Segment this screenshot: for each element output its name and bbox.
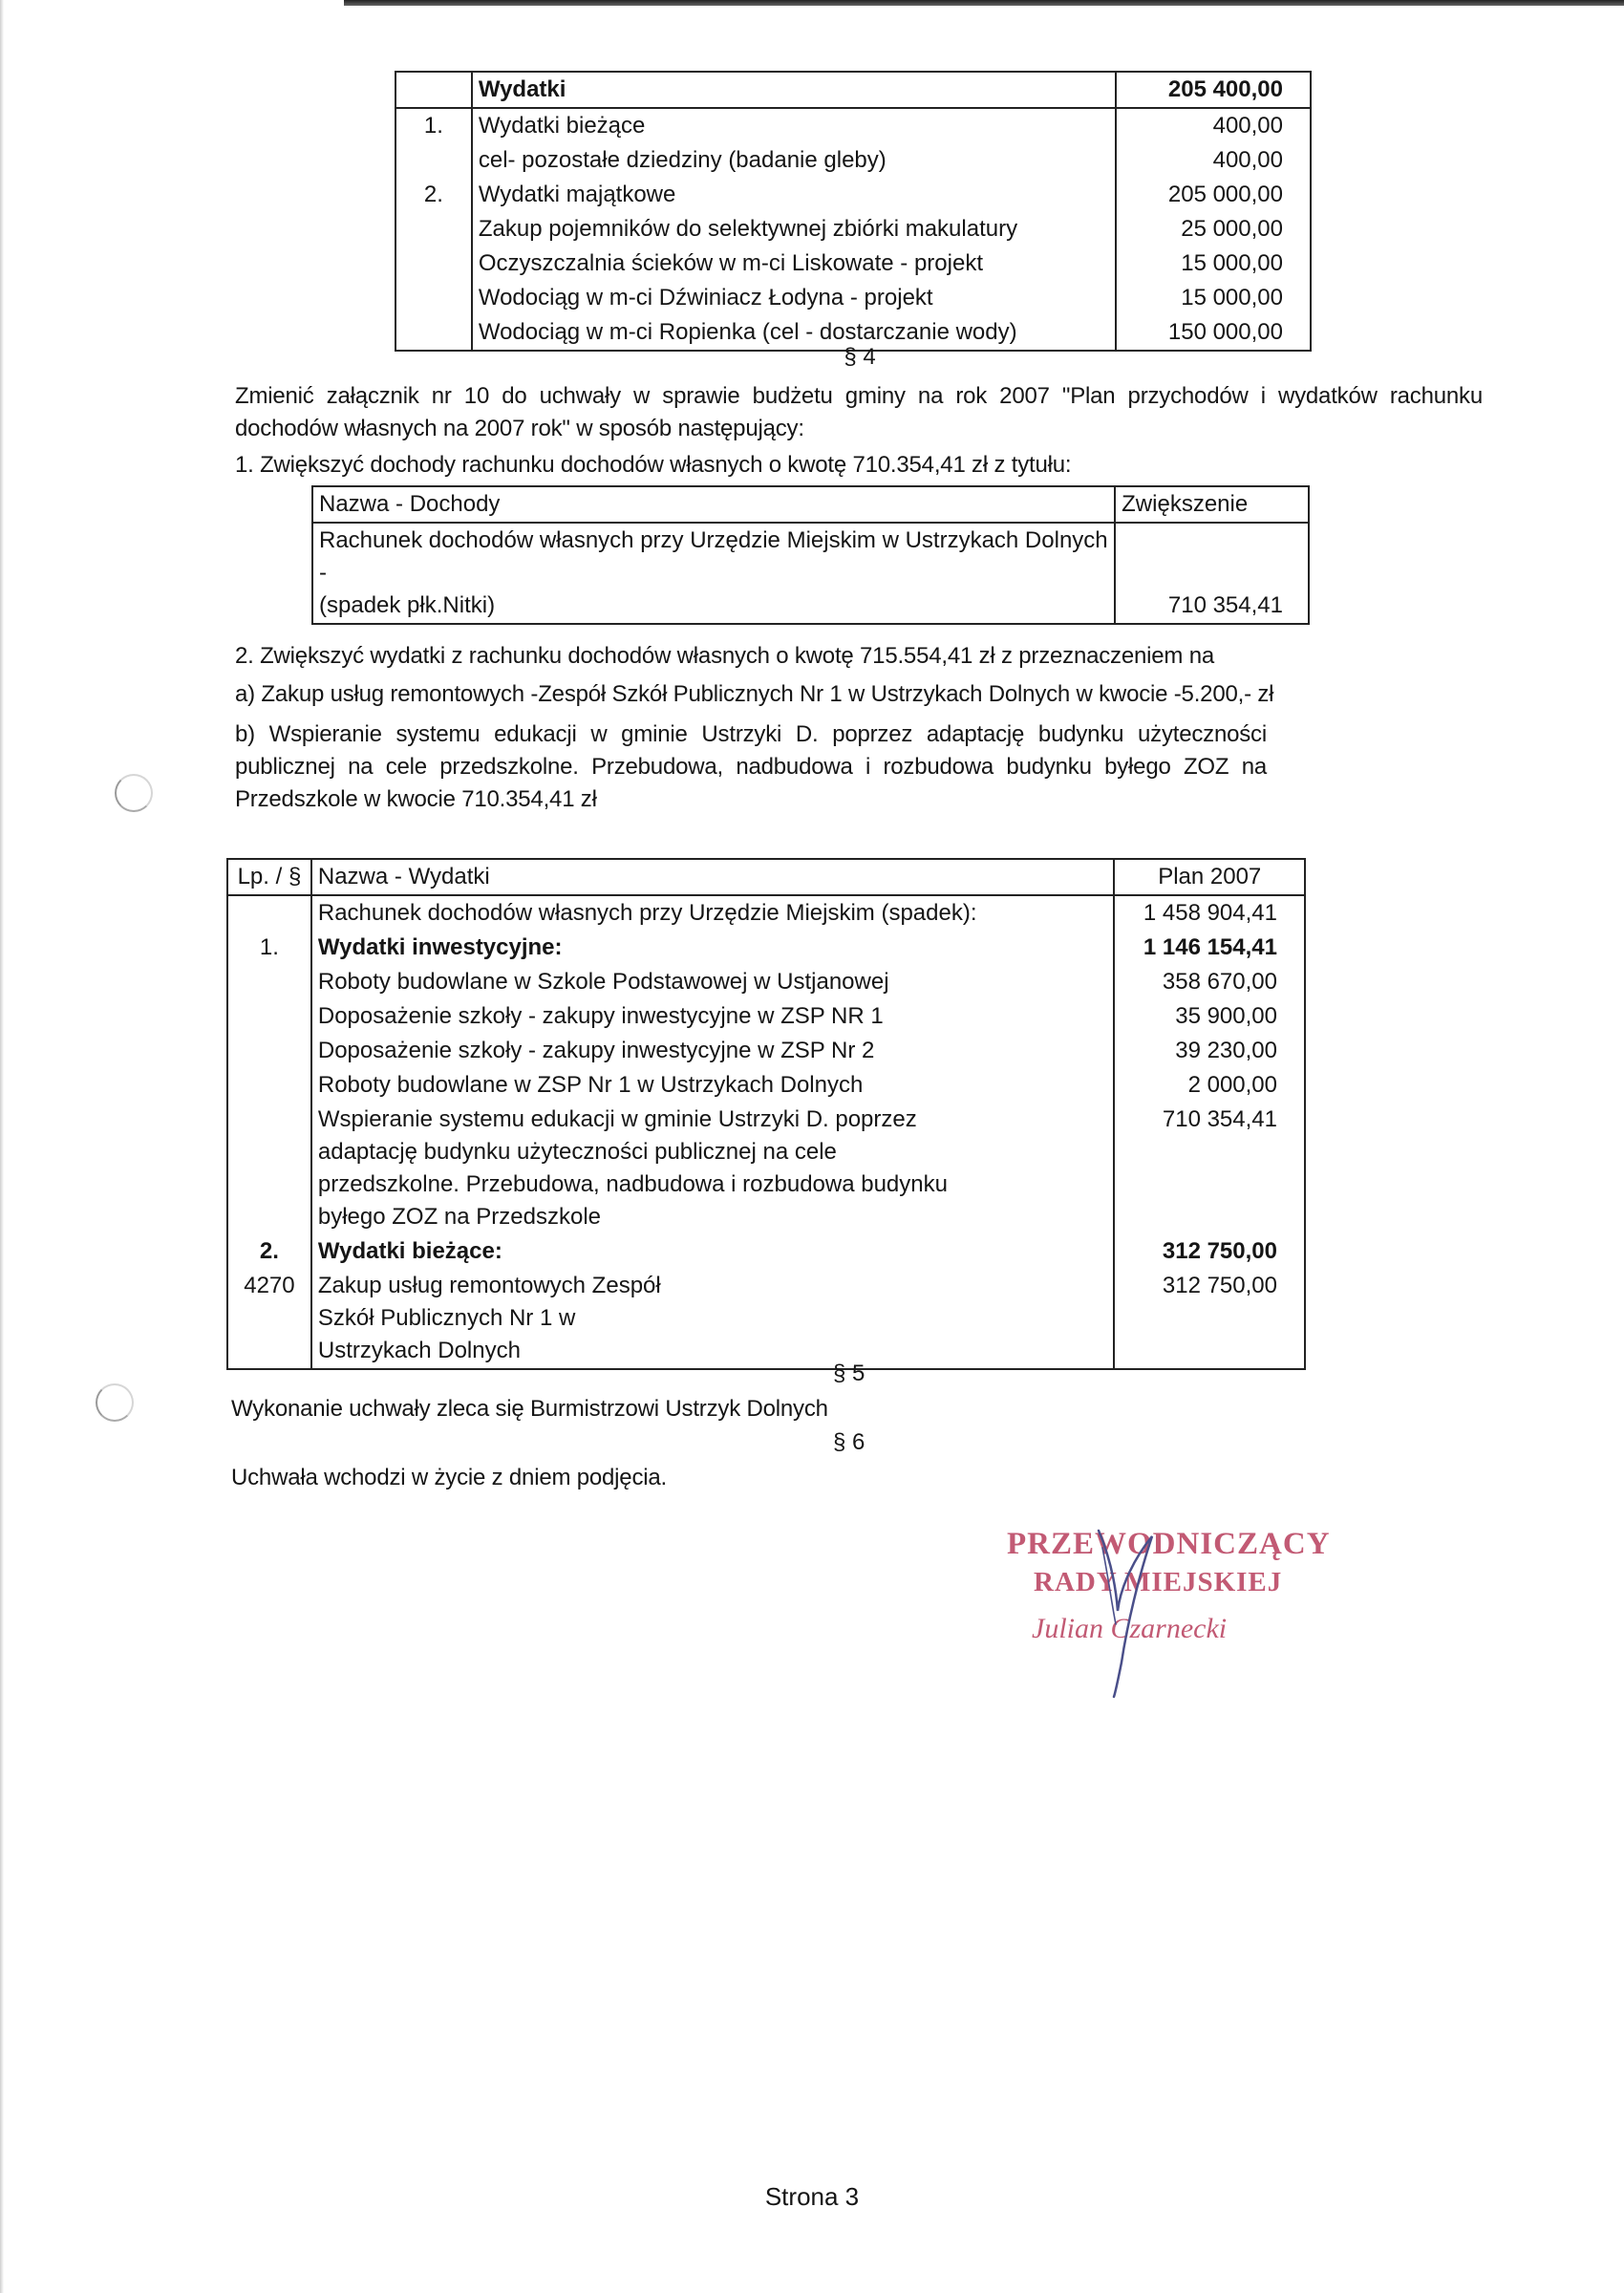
page-number: Strona 3 bbox=[764, 2182, 860, 2211]
row-lp bbox=[227, 999, 311, 1034]
row-lp bbox=[227, 965, 311, 999]
income-row-name bbox=[312, 523, 1115, 624]
row-amount: 25 000,00 bbox=[1116, 212, 1311, 246]
row-amount: 39 230,00 bbox=[1114, 1034, 1305, 1068]
expenses-title: Wydatki bbox=[472, 72, 1116, 108]
row-amount: 312 750,00 bbox=[1114, 1269, 1305, 1369]
row-amount: 1 146 154,41 bbox=[1114, 931, 1305, 965]
stamp-line-1: PRZEWODNICZĄCY bbox=[1007, 1527, 1331, 1561]
table-row bbox=[395, 212, 1311, 246]
row-amount: 35 900,00 bbox=[1114, 999, 1305, 1034]
row-name: cel- pozostałe dziedziny (badanie gleby) bbox=[472, 143, 1116, 178]
row-amount: 400,00 bbox=[1116, 108, 1311, 143]
row-amount: 1 458 904,41 bbox=[1114, 895, 1305, 931]
row-name: Wodociąg w m-ci Ropienka (cel - dostarczanie wody) bbox=[472, 315, 1116, 351]
row-amount: 400,00 bbox=[1116, 143, 1311, 178]
row-lp bbox=[395, 212, 472, 246]
expense-item-a: a) Zakup usług remontowych -Zespół Szkół Publicznych Nr 1 w Ustrzykach Dolnych w kwocie -5.200,- zł bbox=[235, 681, 1274, 707]
plan-table-header bbox=[227, 859, 1305, 895]
plan-amount-header: Plan 2007 bbox=[1114, 859, 1305, 895]
expenses-total: 205 400,00 bbox=[1116, 72, 1311, 108]
income-row-amount: 710 354,41 bbox=[1115, 523, 1309, 624]
expense-increase-line: 2. Zwiększyć wydatki z rachunku dochodów własnych o kwotę 715.554,41 zł z przeznaczeniem na bbox=[235, 643, 1214, 669]
section-6-mark: § 6 bbox=[833, 1429, 865, 1455]
stamp-line-3: Julian Czarnecki bbox=[1032, 1613, 1228, 1644]
table-row bbox=[227, 1034, 1305, 1068]
row-lp: 2. bbox=[395, 178, 472, 212]
row-amount: 150 000,00 bbox=[1116, 315, 1311, 351]
row-name: Wydatki inwestycyjne: bbox=[311, 931, 1115, 965]
row-lp bbox=[227, 1068, 311, 1103]
row-name: Doposażenie szkoły - zakupy inwestycyjne w ZSP NR 1 bbox=[311, 999, 1115, 1034]
table-row bbox=[395, 246, 1311, 281]
income-increase-line: 1. Zwiększyć dochody rachunku dochodów własnych o kwotę 710.354,41 zł z tytułu: bbox=[235, 452, 1072, 478]
plan-name-header: Nazwa - Wydatki bbox=[311, 859, 1115, 895]
row-name: Wydatki majątkowe bbox=[472, 178, 1116, 212]
row-lp bbox=[227, 895, 311, 931]
row-lp bbox=[227, 1103, 311, 1234]
row-name: Roboty budowlane w Szkole Podstawowej w Ustjanowej bbox=[311, 965, 1115, 999]
section-5-mark: § 5 bbox=[833, 1361, 865, 1386]
table-row bbox=[312, 523, 1309, 624]
row-lp: 1. bbox=[395, 108, 472, 143]
table-row bbox=[395, 108, 1311, 143]
row-amount: 312 750,00 bbox=[1114, 1234, 1305, 1269]
plan-lp-header: Lp. / § bbox=[227, 859, 311, 895]
chairman-stamp bbox=[994, 1519, 1331, 1691]
plan-table bbox=[226, 858, 1306, 1370]
row-lp: 4270 bbox=[227, 1269, 311, 1369]
row-lp bbox=[395, 246, 472, 281]
row-name: Wydatki bieżące: bbox=[311, 1234, 1115, 1269]
section-6-text: Uchwała wchodzi w życie z dniem podjęcia. bbox=[231, 1465, 668, 1490]
row-lp bbox=[395, 143, 472, 178]
row-name: Wspieranie systemu edukacji w gminie Ustrzyki D. poprzez adaptację budynku użyteczności publicznej na cele przedszkolne. Przebudowa, nadbudowa i rozbudowa budynku byłego ZOZ na Przedszkole bbox=[311, 1103, 1115, 1234]
row-name: Zakup pojemników do selektywnej zbiórki makulatury bbox=[472, 212, 1116, 246]
row-amount: 358 670,00 bbox=[1114, 965, 1305, 999]
section-4-mark: § 4 bbox=[844, 344, 876, 370]
row-name: Oczyszczalnia ścieków w m-ci Liskowate - projekt bbox=[472, 246, 1116, 281]
income-amount-header: Zwiększenie bbox=[1115, 486, 1309, 523]
income-name-header: Nazwa - Dochody bbox=[312, 486, 1115, 523]
row-name: Wodociąg w m-ci Dźwiniacz Łodyna - projekt bbox=[472, 281, 1116, 315]
table-row bbox=[227, 895, 1305, 931]
section-5-text: Wykonanie uchwały zleca się Burmistrzowi Ustrzyk Dolnych bbox=[231, 1396, 828, 1422]
row-name: Wydatki bieżące bbox=[472, 108, 1116, 143]
row-lp bbox=[395, 281, 472, 315]
row-amount: 15 000,00 bbox=[1116, 281, 1311, 315]
table-row bbox=[227, 1103, 1305, 1234]
signature-icon bbox=[1060, 1519, 1175, 1701]
row-amount: 15 000,00 bbox=[1116, 246, 1311, 281]
row-amount: 2 000,00 bbox=[1114, 1068, 1305, 1103]
stamp-line-2: RADY MIEJSKIEJ bbox=[1034, 1567, 1283, 1597]
income-row-line-1: Rachunek dochodów własnych przy Urzędzie Miejskim w Ustrzykach Dolnych - bbox=[319, 527, 1108, 586]
row-name: Rachunek dochodów własnych przy Urzędzie Miejskim (spadek): bbox=[311, 895, 1115, 931]
table-row bbox=[227, 1068, 1305, 1103]
row-lp: 2. bbox=[227, 1234, 311, 1269]
punch-hole-upper bbox=[115, 774, 153, 812]
table-row bbox=[227, 1269, 1305, 1369]
row-amount: 205 000,00 bbox=[1116, 178, 1311, 212]
expenses-table bbox=[395, 71, 1312, 352]
row-name: Zakup usług remontowych Zespół Szkół Publicznych Nr 1 w Ustrzykach Dolnych bbox=[311, 1269, 1115, 1369]
row-name: Doposażenie szkoły - zakupy inwestycyjne w ZSP Nr 2 bbox=[311, 1034, 1115, 1068]
table-row bbox=[227, 999, 1305, 1034]
table-row bbox=[227, 965, 1305, 999]
expenses-lp-header bbox=[395, 72, 472, 108]
income-table bbox=[311, 485, 1310, 625]
table-row bbox=[395, 281, 1311, 315]
row-lp: 1. bbox=[227, 931, 311, 965]
table-row bbox=[395, 178, 1311, 212]
table-row bbox=[395, 143, 1311, 178]
table-row bbox=[227, 931, 1305, 965]
section-4-intro: Zmienić załącznik nr 10 do uchwały w sprawie budżetu gminy na rok 2007 "Plan przychodów i wydatków rachunku dochodów własnych na 2007 rok" w sposób następujący: bbox=[235, 383, 1483, 441]
expense-item-b: b) Wspieranie systemu edukacji w gminie Ustrzyki D. poprzez adaptację budynku użyteczności publicznej na cele przedszkolne. Przebudowa, nadbudowa i rozbudowa budynku byłego ZOZ na Przedszkole w kwocie 710.354,41 zł bbox=[235, 721, 1267, 812]
scan-top-border bbox=[344, 0, 1624, 6]
table-row bbox=[227, 1234, 1305, 1269]
row-lp bbox=[227, 1034, 311, 1068]
income-table-header bbox=[312, 486, 1309, 523]
row-amount: 710 354,41 bbox=[1114, 1103, 1305, 1234]
row-name: Roboty budowlane w ZSP Nr 1 w Ustrzykach Dolnych bbox=[311, 1068, 1115, 1103]
income-row-line-2: (spadek płk.Nitki) bbox=[319, 592, 496, 618]
punch-hole-lower bbox=[96, 1383, 134, 1422]
expenses-table-header bbox=[395, 72, 1311, 108]
